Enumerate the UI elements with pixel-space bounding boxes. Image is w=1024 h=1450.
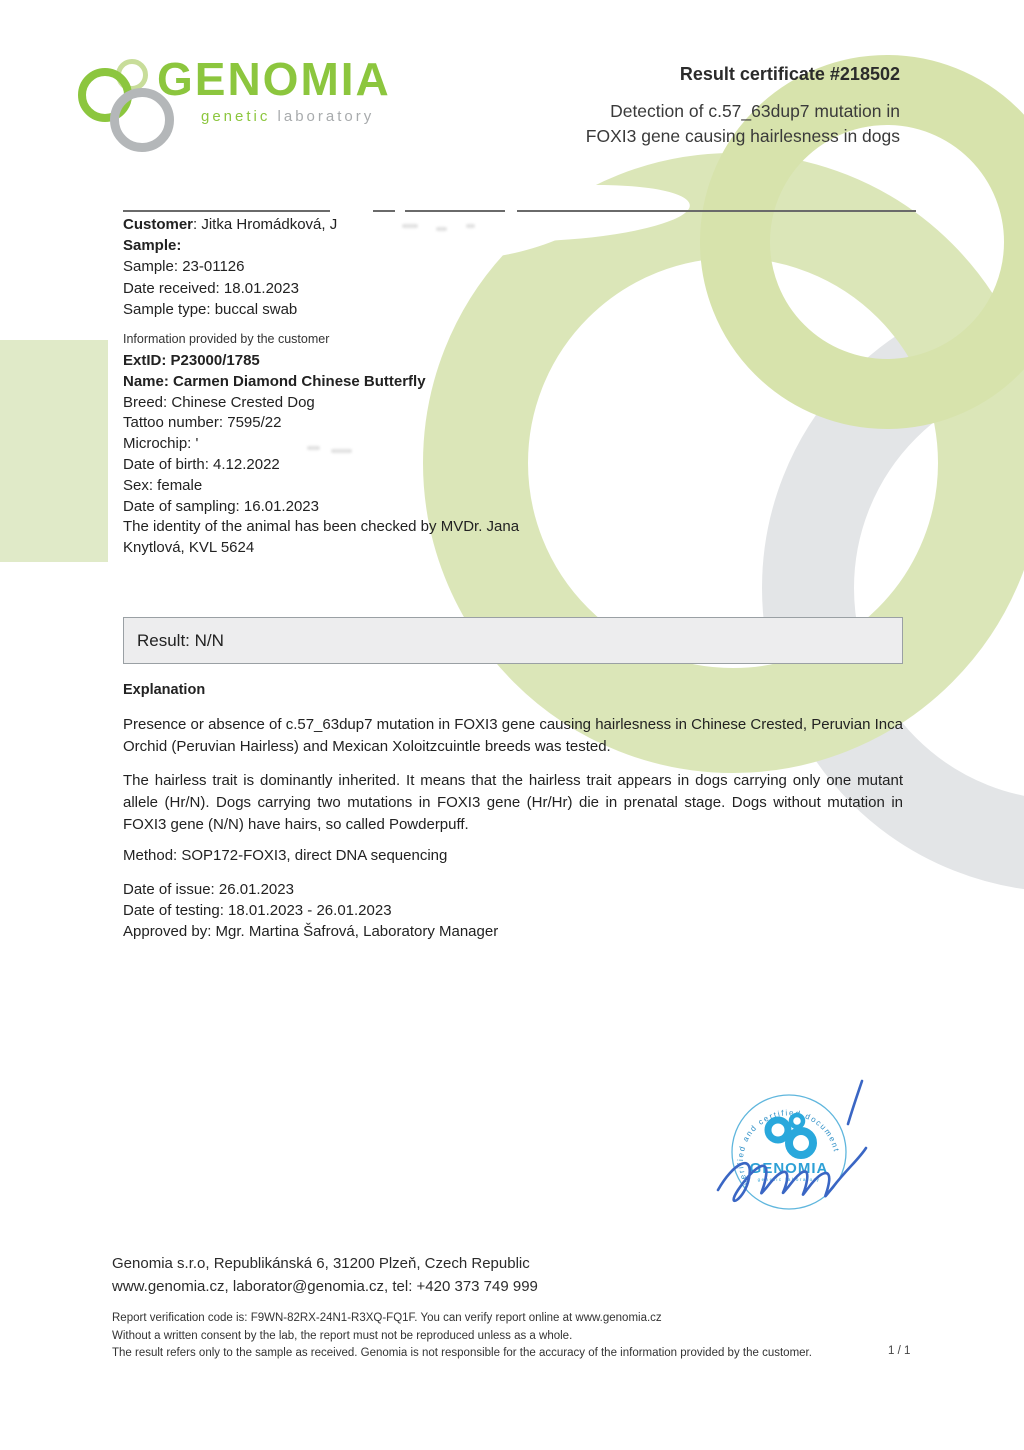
address-line-2: www.genomia.cz, laborator@genomia.cz, tel: +420 373 749 999 <box>112 1278 538 1295</box>
name-line: Name: Carmen Diamond Chinese Butterfly <box>123 372 426 390</box>
sex-line: Sex: female <box>123 476 203 494</box>
explanation-paragraph-1: Presence or absence of c.57_63dup7 mutation in FOXI3 gene causing hairlesness in Chinese Crested, Peruvian Inca Orchid (Peruvian Hairless) and Mexican Xoloitzcuintle breeds was tested. <box>123 716 903 755</box>
info-block-heading: Information provided by the customer <box>123 332 330 346</box>
stamp-brand-text: GENOMIA <box>749 1160 829 1177</box>
certificate-title: Result certificate #218502 <box>679 64 900 84</box>
date-of-testing-line: Date of testing: 18.01.2023 - 26.01.2023 <box>123 902 392 920</box>
erased-text-smudge <box>402 224 418 228</box>
subtitle-line-1: Detection of c.57_63dup7 mutation in <box>610 101 900 121</box>
divider-line <box>517 210 916 212</box>
tattoo-line: Tattoo number: 7595/22 <box>123 414 282 432</box>
dates-block <box>123 879 498 943</box>
certificate-subtitle <box>420 99 900 149</box>
brand-name: GENOMIA <box>157 53 391 105</box>
approved-by-line: Approved by: Mgr. Martina Šafrová, Laboratory Manager <box>123 923 499 941</box>
background-green-rectangle <box>0 340 108 562</box>
stamp-logo-circle-icon <box>791 1115 803 1127</box>
sample-id-line: Sample: 23-01126 <box>123 258 245 276</box>
customer-sample-block <box>123 214 337 320</box>
certification-stamp <box>708 1068 883 1236</box>
tagline-laboratory: laboratory <box>270 108 375 125</box>
stamp-logo-circle-icon <box>768 1120 788 1140</box>
stamp-ring-text: verified and certified document <box>735 1108 842 1187</box>
sample-heading-line: Sample: <box>123 237 182 255</box>
divider-line <box>405 210 505 212</box>
disclaimer-line: The result refers only to the sample as received. Genomia is not responsible for the accuracy of the information provided by the customer. <box>112 1347 812 1359</box>
sample-type-line: Sample type: buccal swab <box>123 300 298 318</box>
customer-line: Customer: Jitka Hromádková, J <box>123 216 338 233</box>
erased-text-smudge <box>466 224 475 228</box>
breed-line: Breed: Chinese Crested Dog <box>123 393 315 411</box>
explanation-paragraph-2: The hairless trait is dominantly inherited. It means that the hairless trait appears in dogs carrying only one mutant allele (Hr/N). Dogs carrying two mutations in FOXI3 gene (Hr/Hr) die in prenatal stage. Dogs without mutation in FOXI3 gene (N/N) have hairs, so called Powderpuff. <box>123 772 903 833</box>
microchip-line: Microchip: ' <box>123 435 199 453</box>
date-received-line: Date received: 18.01.2023 <box>123 279 299 297</box>
date-of-issue-line: Date of issue: 26.01.2023 <box>123 881 294 898</box>
result-value: Result: N/N <box>137 630 224 650</box>
address-line-1: Genomia s.r.o, Republikánská 6, 31200 Plzeň, Czech Republic <box>112 1255 530 1272</box>
brand-tagline <box>201 108 374 125</box>
consent-line: Without a written consent by the lab, the report must not be reproduced unless as a whole. <box>112 1329 573 1342</box>
explanation-heading: Explanation <box>123 682 206 698</box>
stamp-tagline-text: genetic laboratory <box>757 1177 821 1182</box>
header-block <box>420 64 900 149</box>
company-address-block <box>112 1252 538 1298</box>
info-block <box>123 351 519 559</box>
date-of-birth-line: Date of birth: 4.12.2022 <box>123 455 280 473</box>
verification-code-line: Report verification code is: F9WN-82RX-24N1-R3XQ-FQ1F. You can verify report online at www.genomia.cz <box>112 1312 662 1324</box>
divider-line <box>373 210 395 212</box>
method-line: Method: SOP172-FOXI3, direct DNA sequencing <box>123 847 448 864</box>
page-number: 1 / 1 <box>888 1345 911 1357</box>
fine-print-block <box>112 1310 812 1363</box>
divider-line <box>123 210 330 212</box>
result-box <box>123 617 903 664</box>
date-of-sampling-line: Date of sampling: 16.01.2023 <box>123 497 319 515</box>
extid-line: ExtID: P23000/1785 <box>123 352 260 369</box>
erased-text-smudge <box>436 227 447 231</box>
identity-check-line: The identity of the animal has been checked by MVDr. Jana <box>123 518 520 536</box>
tagline-genetic: genetic <box>201 108 271 125</box>
subtitle-line-2: FOXI3 gene causing hairlesness in dogs <box>585 126 900 146</box>
identity-check-line-2: Knytlová, KVL 5624 <box>123 539 255 557</box>
stamp-logo-circle-icon <box>789 1131 813 1155</box>
